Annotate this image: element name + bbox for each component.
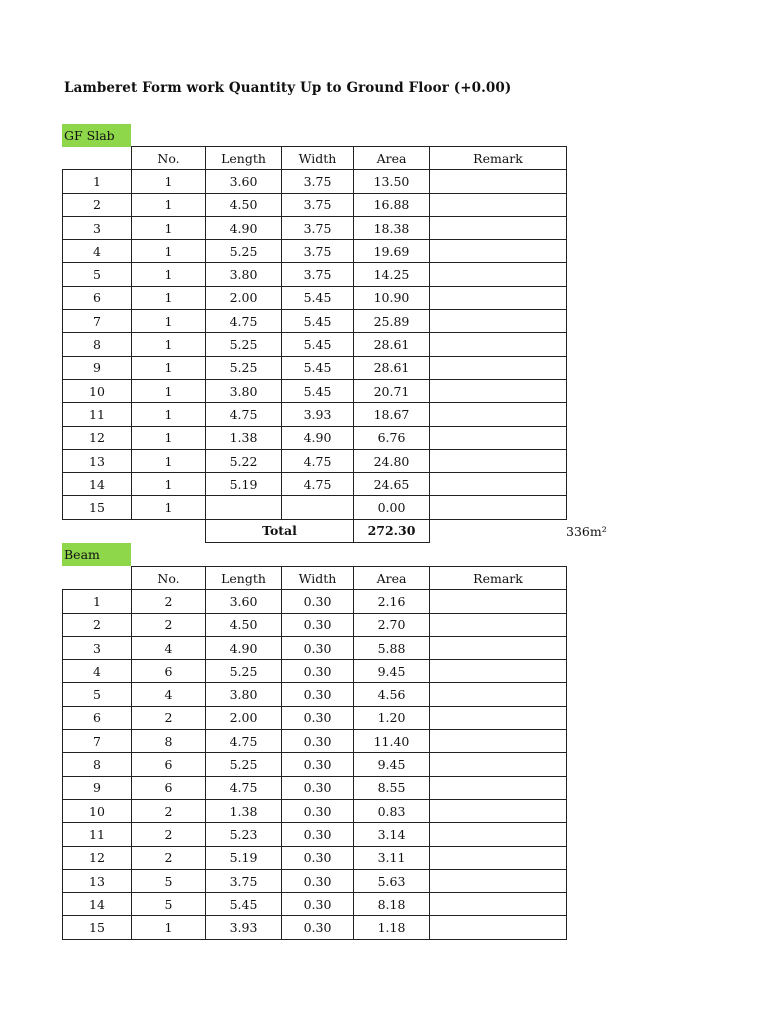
row-index: 1 xyxy=(63,590,132,613)
area-cell: 2.16 xyxy=(354,590,430,613)
length-cell: 5.23 xyxy=(206,823,282,846)
remark-cell xyxy=(430,660,567,683)
width-cell: 3.75 xyxy=(282,193,354,216)
width-cell: 4.75 xyxy=(282,449,354,472)
no-cell: 1 xyxy=(132,356,206,379)
area-cell: 24.80 xyxy=(354,449,430,472)
no-cell: 1 xyxy=(132,240,206,263)
area-cell: 8.55 xyxy=(354,776,430,799)
width-cell: 0.30 xyxy=(282,799,354,822)
width-cell: 0.30 xyxy=(282,869,354,892)
row-index: 8 xyxy=(63,753,132,776)
row-index: 12 xyxy=(63,846,132,869)
remark-cell xyxy=(430,216,567,239)
width-cell: 0.30 xyxy=(282,706,354,729)
area-cell: 11.40 xyxy=(354,730,430,753)
table-row xyxy=(63,893,567,916)
row-index: 2 xyxy=(63,613,132,636)
remark-cell xyxy=(430,799,567,822)
length-cell: 5.45 xyxy=(206,893,282,916)
width-cell: 0.30 xyxy=(282,846,354,869)
remark-cell xyxy=(430,823,567,846)
width-cell: 0.30 xyxy=(282,893,354,916)
total-label: Total xyxy=(206,519,354,542)
row-index: 15 xyxy=(63,496,132,519)
table-row xyxy=(63,379,567,402)
header-area: Area xyxy=(354,147,430,170)
width-cell: 3.75 xyxy=(282,170,354,193)
width-cell: 0.30 xyxy=(282,660,354,683)
no-cell: 2 xyxy=(132,823,206,846)
width-cell: 5.45 xyxy=(282,286,354,309)
remark-cell xyxy=(430,730,567,753)
total-blank xyxy=(132,519,206,542)
header-remark: Remark xyxy=(430,147,567,170)
length-cell xyxy=(206,496,282,519)
table-row xyxy=(63,706,567,729)
table-row xyxy=(63,333,567,356)
table-row xyxy=(63,730,567,753)
length-cell: 3.80 xyxy=(206,683,282,706)
slab-area-note: 336m² xyxy=(566,524,607,539)
length-cell: 5.19 xyxy=(206,473,282,496)
remark-cell xyxy=(430,170,567,193)
remark-cell xyxy=(430,846,567,869)
header-width: Width xyxy=(282,567,354,590)
length-cell: 3.80 xyxy=(206,379,282,402)
row-index: 8 xyxy=(63,333,132,356)
row-index: 6 xyxy=(63,286,132,309)
no-cell: 1 xyxy=(132,216,206,239)
area-cell: 18.67 xyxy=(354,403,430,426)
area-cell: 1.20 xyxy=(354,706,430,729)
area-cell: 24.65 xyxy=(354,473,430,496)
header-blank xyxy=(63,567,132,590)
length-cell: 5.25 xyxy=(206,660,282,683)
area-cell: 5.88 xyxy=(354,636,430,659)
length-cell: 5.25 xyxy=(206,356,282,379)
table-row xyxy=(63,799,567,822)
header-length: Length xyxy=(206,567,282,590)
length-cell: 3.93 xyxy=(206,916,282,939)
width-cell: 4.90 xyxy=(282,426,354,449)
no-cell: 2 xyxy=(132,846,206,869)
area-cell: 0.00 xyxy=(354,496,430,519)
no-cell: 1 xyxy=(132,473,206,496)
no-cell: 1 xyxy=(132,916,206,939)
table-row xyxy=(63,310,567,333)
length-cell: 3.80 xyxy=(206,263,282,286)
length-cell: 4.90 xyxy=(206,216,282,239)
remark-cell xyxy=(430,916,567,939)
length-cell: 5.25 xyxy=(206,753,282,776)
width-cell: 0.30 xyxy=(282,823,354,846)
table-row xyxy=(63,636,567,659)
row-index: 14 xyxy=(63,473,132,496)
area-cell: 4.56 xyxy=(354,683,430,706)
row-index: 6 xyxy=(63,706,132,729)
length-cell: 4.75 xyxy=(206,730,282,753)
table-row xyxy=(63,193,567,216)
no-cell: 1 xyxy=(132,263,206,286)
length-cell: 1.38 xyxy=(206,426,282,449)
row-index: 7 xyxy=(63,310,132,333)
table-row xyxy=(63,753,567,776)
row-index: 15 xyxy=(63,916,132,939)
header-row xyxy=(63,147,567,170)
table-row xyxy=(63,776,567,799)
length-cell: 3.75 xyxy=(206,869,282,892)
area-cell: 2.70 xyxy=(354,613,430,636)
width-cell: 3.75 xyxy=(282,240,354,263)
table-row xyxy=(63,496,567,519)
remark-cell xyxy=(430,590,567,613)
table-row xyxy=(63,286,567,309)
row-index: 5 xyxy=(63,683,132,706)
row-index: 7 xyxy=(63,730,132,753)
table-row xyxy=(63,869,567,892)
area-cell: 19.69 xyxy=(354,240,430,263)
no-cell: 1 xyxy=(132,193,206,216)
row-index: 1 xyxy=(63,170,132,193)
gf-slab-table xyxy=(62,146,567,543)
row-index: 4 xyxy=(63,660,132,683)
remark-cell xyxy=(430,193,567,216)
area-cell: 9.45 xyxy=(354,660,430,683)
remark-cell xyxy=(430,473,567,496)
length-cell: 5.25 xyxy=(206,240,282,263)
header-no: No. xyxy=(132,147,206,170)
width-cell: 5.45 xyxy=(282,379,354,402)
length-cell: 2.00 xyxy=(206,286,282,309)
page-title: Lamberet Form work Quantity Up to Ground Floor (+0.00) xyxy=(64,80,512,96)
no-cell: 1 xyxy=(132,379,206,402)
area-cell: 6.76 xyxy=(354,426,430,449)
no-cell: 1 xyxy=(132,449,206,472)
header-remark: Remark xyxy=(430,567,567,590)
length-cell: 5.19 xyxy=(206,846,282,869)
width-cell: 4.75 xyxy=(282,473,354,496)
area-cell: 5.63 xyxy=(354,869,430,892)
remark-cell xyxy=(430,310,567,333)
no-cell: 1 xyxy=(132,286,206,309)
no-cell: 2 xyxy=(132,706,206,729)
width-cell: 0.30 xyxy=(282,683,354,706)
no-cell: 1 xyxy=(132,333,206,356)
length-cell: 3.60 xyxy=(206,590,282,613)
remark-cell xyxy=(430,379,567,402)
width-cell: 3.75 xyxy=(282,216,354,239)
no-cell: 2 xyxy=(132,799,206,822)
no-cell: 8 xyxy=(132,730,206,753)
no-cell: 5 xyxy=(132,893,206,916)
width-cell xyxy=(282,496,354,519)
area-cell: 3.14 xyxy=(354,823,430,846)
no-cell: 1 xyxy=(132,426,206,449)
table-row xyxy=(63,403,567,426)
row-index: 9 xyxy=(63,356,132,379)
no-cell: 6 xyxy=(132,776,206,799)
header-no: No. xyxy=(132,567,206,590)
table-row xyxy=(63,823,567,846)
remark-cell xyxy=(430,706,567,729)
table-row xyxy=(63,916,567,939)
remark-cell xyxy=(430,636,567,659)
row-index: 13 xyxy=(63,449,132,472)
remark-cell xyxy=(430,286,567,309)
length-cell: 2.00 xyxy=(206,706,282,729)
remark-cell xyxy=(430,776,567,799)
header-blank xyxy=(63,147,132,170)
width-cell: 0.30 xyxy=(282,590,354,613)
remark-cell xyxy=(430,496,567,519)
row-index: 11 xyxy=(63,823,132,846)
row-index: 9 xyxy=(63,776,132,799)
width-cell: 5.45 xyxy=(282,333,354,356)
table-row xyxy=(63,216,567,239)
row-index: 10 xyxy=(63,379,132,402)
remark-cell xyxy=(430,240,567,263)
row-index: 3 xyxy=(63,636,132,659)
table-row xyxy=(63,240,567,263)
header-area: Area xyxy=(354,567,430,590)
length-cell: 4.75 xyxy=(206,310,282,333)
total-value: 272.30 xyxy=(354,519,430,542)
area-cell: 28.61 xyxy=(354,356,430,379)
area-cell: 1.18 xyxy=(354,916,430,939)
table-row xyxy=(63,263,567,286)
width-cell: 3.75 xyxy=(282,263,354,286)
area-cell: 16.88 xyxy=(354,193,430,216)
table-row xyxy=(63,660,567,683)
gf-slab-label: GF Slab xyxy=(62,124,131,147)
width-cell: 0.30 xyxy=(282,776,354,799)
length-cell: 1.38 xyxy=(206,799,282,822)
table-row xyxy=(63,613,567,636)
length-cell: 4.90 xyxy=(206,636,282,659)
no-cell: 5 xyxy=(132,869,206,892)
length-cell: 4.75 xyxy=(206,403,282,426)
remark-cell xyxy=(430,426,567,449)
area-cell: 28.61 xyxy=(354,333,430,356)
area-cell: 25.89 xyxy=(354,310,430,333)
no-cell: 2 xyxy=(132,613,206,636)
width-cell: 0.30 xyxy=(282,613,354,636)
area-cell: 9.45 xyxy=(354,753,430,776)
remark-cell xyxy=(430,403,567,426)
area-cell: 20.71 xyxy=(354,379,430,402)
no-cell: 6 xyxy=(132,753,206,776)
remark-cell xyxy=(430,263,567,286)
table-row xyxy=(63,449,567,472)
width-cell: 5.45 xyxy=(282,310,354,333)
length-cell: 4.50 xyxy=(206,193,282,216)
no-cell: 1 xyxy=(132,170,206,193)
beam-label: Beam xyxy=(62,543,131,566)
total-remark xyxy=(430,519,567,542)
width-cell: 0.30 xyxy=(282,916,354,939)
header-row xyxy=(63,567,567,590)
area-cell: 18.38 xyxy=(354,216,430,239)
length-cell: 5.22 xyxy=(206,449,282,472)
area-cell: 14.25 xyxy=(354,263,430,286)
length-cell: 3.60 xyxy=(206,170,282,193)
table-row xyxy=(63,356,567,379)
remark-cell xyxy=(430,893,567,916)
area-cell: 10.90 xyxy=(354,286,430,309)
row-index: 3 xyxy=(63,216,132,239)
width-cell: 0.30 xyxy=(282,636,354,659)
row-index: 4 xyxy=(63,240,132,263)
header-length: Length xyxy=(206,147,282,170)
header-width: Width xyxy=(282,147,354,170)
no-cell: 4 xyxy=(132,683,206,706)
no-cell: 1 xyxy=(132,310,206,333)
length-cell: 4.75 xyxy=(206,776,282,799)
table-row xyxy=(63,683,567,706)
table-row xyxy=(63,426,567,449)
no-cell: 1 xyxy=(132,496,206,519)
row-index: 5 xyxy=(63,263,132,286)
length-cell: 4.50 xyxy=(206,613,282,636)
row-index: 2 xyxy=(63,193,132,216)
remark-cell xyxy=(430,333,567,356)
width-cell: 0.30 xyxy=(282,753,354,776)
remark-cell xyxy=(430,683,567,706)
remark-cell xyxy=(430,753,567,776)
table-row xyxy=(63,590,567,613)
area-cell: 13.50 xyxy=(354,170,430,193)
row-index: 10 xyxy=(63,799,132,822)
area-cell: 0.83 xyxy=(354,799,430,822)
no-cell: 6 xyxy=(132,660,206,683)
beam-table xyxy=(62,566,567,940)
width-cell: 3.93 xyxy=(282,403,354,426)
no-cell: 4 xyxy=(132,636,206,659)
row-index: 12 xyxy=(63,426,132,449)
no-cell: 2 xyxy=(132,590,206,613)
no-cell: 1 xyxy=(132,403,206,426)
row-index: 11 xyxy=(63,403,132,426)
row-index: 13 xyxy=(63,869,132,892)
table-row xyxy=(63,170,567,193)
area-cell: 3.11 xyxy=(354,846,430,869)
remark-cell xyxy=(430,449,567,472)
width-cell: 0.30 xyxy=(282,730,354,753)
length-cell: 5.25 xyxy=(206,333,282,356)
row-index: 14 xyxy=(63,893,132,916)
total-blank xyxy=(63,519,132,542)
width-cell: 5.45 xyxy=(282,356,354,379)
remark-cell xyxy=(430,356,567,379)
area-cell: 8.18 xyxy=(354,893,430,916)
table-row xyxy=(63,846,567,869)
remark-cell xyxy=(430,869,567,892)
remark-cell xyxy=(430,613,567,636)
total-row xyxy=(63,519,567,542)
table-row xyxy=(63,473,567,496)
